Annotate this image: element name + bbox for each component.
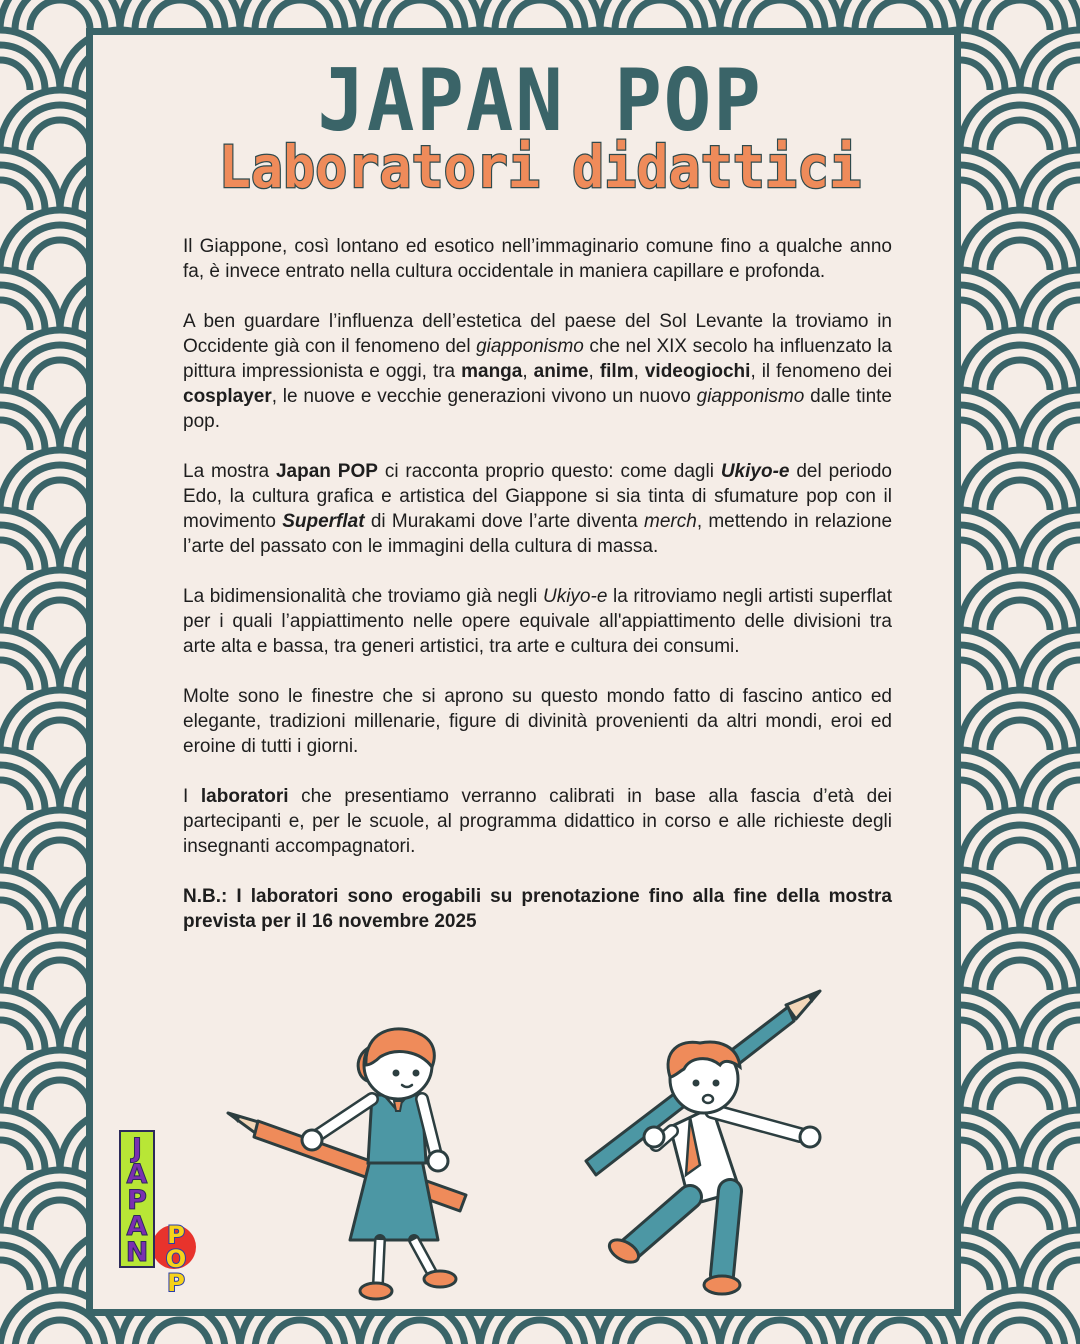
body-text xyxy=(183,234,892,959)
text-run: , le nuove e vecchie generazioni vivono un nuovo xyxy=(271,386,697,407)
wave-arc xyxy=(1050,60,1080,90)
wave-arc xyxy=(390,1320,450,1344)
wave-arc xyxy=(30,600,90,630)
wave-arc xyxy=(0,420,30,450)
wave-arc xyxy=(1050,1020,1080,1050)
logo-letter: J xyxy=(131,1133,143,1164)
wave-arc xyxy=(0,900,30,930)
wave-arc xyxy=(990,0,1050,30)
text-run: laboratori xyxy=(200,786,289,807)
boy-figure xyxy=(586,991,820,1294)
text-run: Ukiyo-e xyxy=(720,461,790,482)
text-run: , xyxy=(588,361,600,382)
text-run: la ritroviamo negli artisti superflat per i quali l’appiattimento nelle opere equivale all'appiattimento delle divisioni tra arte alta e bassa, tra generi artistici, tra arte e cultura dei consumi. xyxy=(183,586,892,657)
wave-arc xyxy=(870,0,930,30)
wave-arc xyxy=(1050,780,1080,810)
text-run: del periodo Edo, la cultura grafica e artistica del Giappone si sia tinta di sfumature pop con il movimento xyxy=(183,461,892,532)
wave-arc xyxy=(30,1200,90,1230)
wave-arc xyxy=(1050,300,1080,330)
wave-arc xyxy=(990,480,1050,510)
wave-arc xyxy=(150,1320,210,1344)
logo-letter: A xyxy=(126,1159,148,1190)
logo-letter: P xyxy=(127,1185,147,1216)
wave-arc xyxy=(30,1320,90,1344)
text-run: dalle tinte pop. xyxy=(183,386,892,432)
text-run: , il fenomeno dei xyxy=(750,361,892,382)
logo-letter: N xyxy=(125,1237,149,1268)
wave-arc xyxy=(270,1320,330,1344)
wave-arc xyxy=(510,0,570,30)
wave-arc xyxy=(270,0,330,30)
text-run: Molte sono le finestre che si aprono su questo mondo fatto di fascino antico ed elegante, tradizioni millenarie, figure di divinità provenienti da altri mondi, eroi ed eroine di tutti i giorni. xyxy=(183,686,892,757)
text-run: che presentiamo verranno calibrati in base alla fascia d’età dei partecipanti e, per le scuole, al programma didattico in corso e alle richieste degli insegnanti accompagnatori. xyxy=(183,786,892,857)
wave-arc xyxy=(0,1260,30,1290)
wave-arc xyxy=(1050,180,1080,210)
wave-arc xyxy=(750,0,810,30)
wave-arc xyxy=(0,60,30,90)
booking-note: N.B.: I laboratori sono erogabili su prenotazione fino alla fine della mostra prevista per il 16 novembre 2025 xyxy=(183,886,892,932)
paragraph xyxy=(183,234,892,284)
text-run: che nel XIX secolo ha influenzato la pittura impressionista e oggi, tra xyxy=(183,336,892,382)
wave-arc xyxy=(1050,540,1080,570)
text-run: di Murakami dove l’arte diventa xyxy=(364,511,645,532)
wave-arc xyxy=(0,780,30,810)
logo-letter: P xyxy=(167,1269,185,1297)
wave-arc xyxy=(990,840,1050,870)
wave-arc xyxy=(1050,420,1080,450)
wave-arc xyxy=(990,1200,1050,1230)
text-run: , mettendo in relazione l’arte del passato con le immagini della cultura di massa. xyxy=(183,511,893,557)
text-run: I xyxy=(183,786,201,807)
wave-arc xyxy=(630,1320,690,1344)
text-run: manga xyxy=(461,361,523,382)
wave-arc xyxy=(390,0,450,30)
wave-arc xyxy=(30,840,90,870)
text-run: ci racconta proprio questo: come dagli xyxy=(377,461,721,482)
text-run: Il Giappone, così lontano ed esotico nell’immaginario comune fino a qualche anno fa, è invece entrato nella cultura occidentale in maniera capillare e profonda. xyxy=(183,236,892,282)
wave-arc xyxy=(750,1320,810,1344)
text-run: , xyxy=(522,361,534,382)
text-run: giapponismo xyxy=(476,336,584,357)
page-title: JAPAN POP xyxy=(317,51,763,151)
paragraph xyxy=(183,684,892,759)
paragraph xyxy=(183,309,892,434)
text-run: La bidimensionalità che troviamo già negli xyxy=(183,586,543,607)
logo-letter: A xyxy=(126,1211,148,1242)
wave-arc xyxy=(990,1080,1050,1110)
text-run: A ben guardare l’influenza dell’estetica del paese del Sol Levante la troviamo in Occidente già con il fenomeno del xyxy=(183,311,892,357)
text-run: Superflat xyxy=(282,511,365,532)
wave-arc xyxy=(0,540,30,570)
wave-arc xyxy=(990,360,1050,390)
wave-arc xyxy=(870,1320,930,1344)
paragraph xyxy=(183,584,892,659)
page-subtitle: Laboratori didattici xyxy=(218,133,862,201)
girl-figure xyxy=(228,1029,466,1299)
paragraph xyxy=(183,784,892,859)
wave-arc xyxy=(150,0,210,30)
wave-arc xyxy=(30,480,90,510)
wave-arc xyxy=(990,240,1050,270)
wave-arc xyxy=(1050,900,1080,930)
logo-letter: P xyxy=(167,1221,185,1249)
text-run: La mostra xyxy=(183,461,276,482)
text-run: anime xyxy=(533,361,589,382)
wave-arc xyxy=(990,1320,1050,1344)
wave-arc xyxy=(30,960,90,990)
wave-arc xyxy=(30,360,90,390)
text-run: videogiochi xyxy=(644,361,751,382)
text-run: film xyxy=(599,361,634,382)
wave-arc xyxy=(0,1020,30,1050)
wave-arc xyxy=(30,1080,90,1110)
wave-arc xyxy=(630,0,690,30)
wave-arc xyxy=(1050,1140,1080,1170)
wave-arc xyxy=(30,0,90,30)
wave-arc xyxy=(975,1305,1065,1344)
wave-arc xyxy=(0,180,30,210)
wave-arc xyxy=(990,720,1050,750)
wave-arc xyxy=(30,720,90,750)
wave-arc xyxy=(0,300,30,330)
wave-arc xyxy=(990,960,1050,990)
wave-arc xyxy=(0,1140,30,1170)
kids-with-pencils-illustration xyxy=(200,985,860,1305)
text-run: Japan POP xyxy=(275,461,378,482)
text-run: cosplayer xyxy=(183,386,272,407)
japan-pop-logo xyxy=(112,1125,202,1305)
wave-arc xyxy=(0,660,30,690)
text-run: , xyxy=(633,361,645,382)
logo-letter: O xyxy=(165,1245,187,1273)
wave-arc xyxy=(1050,660,1080,690)
logo-pop-letters xyxy=(166,1221,186,1297)
text-run: giapponismo xyxy=(696,386,805,407)
text-run: Ukiyo-e xyxy=(542,586,608,607)
paragraph xyxy=(183,459,892,559)
wave-arc xyxy=(1050,1260,1080,1290)
wave-arc xyxy=(510,1320,570,1344)
text-run: merch xyxy=(644,511,697,532)
wave-arc xyxy=(990,600,1050,630)
wave-arc xyxy=(30,240,90,270)
